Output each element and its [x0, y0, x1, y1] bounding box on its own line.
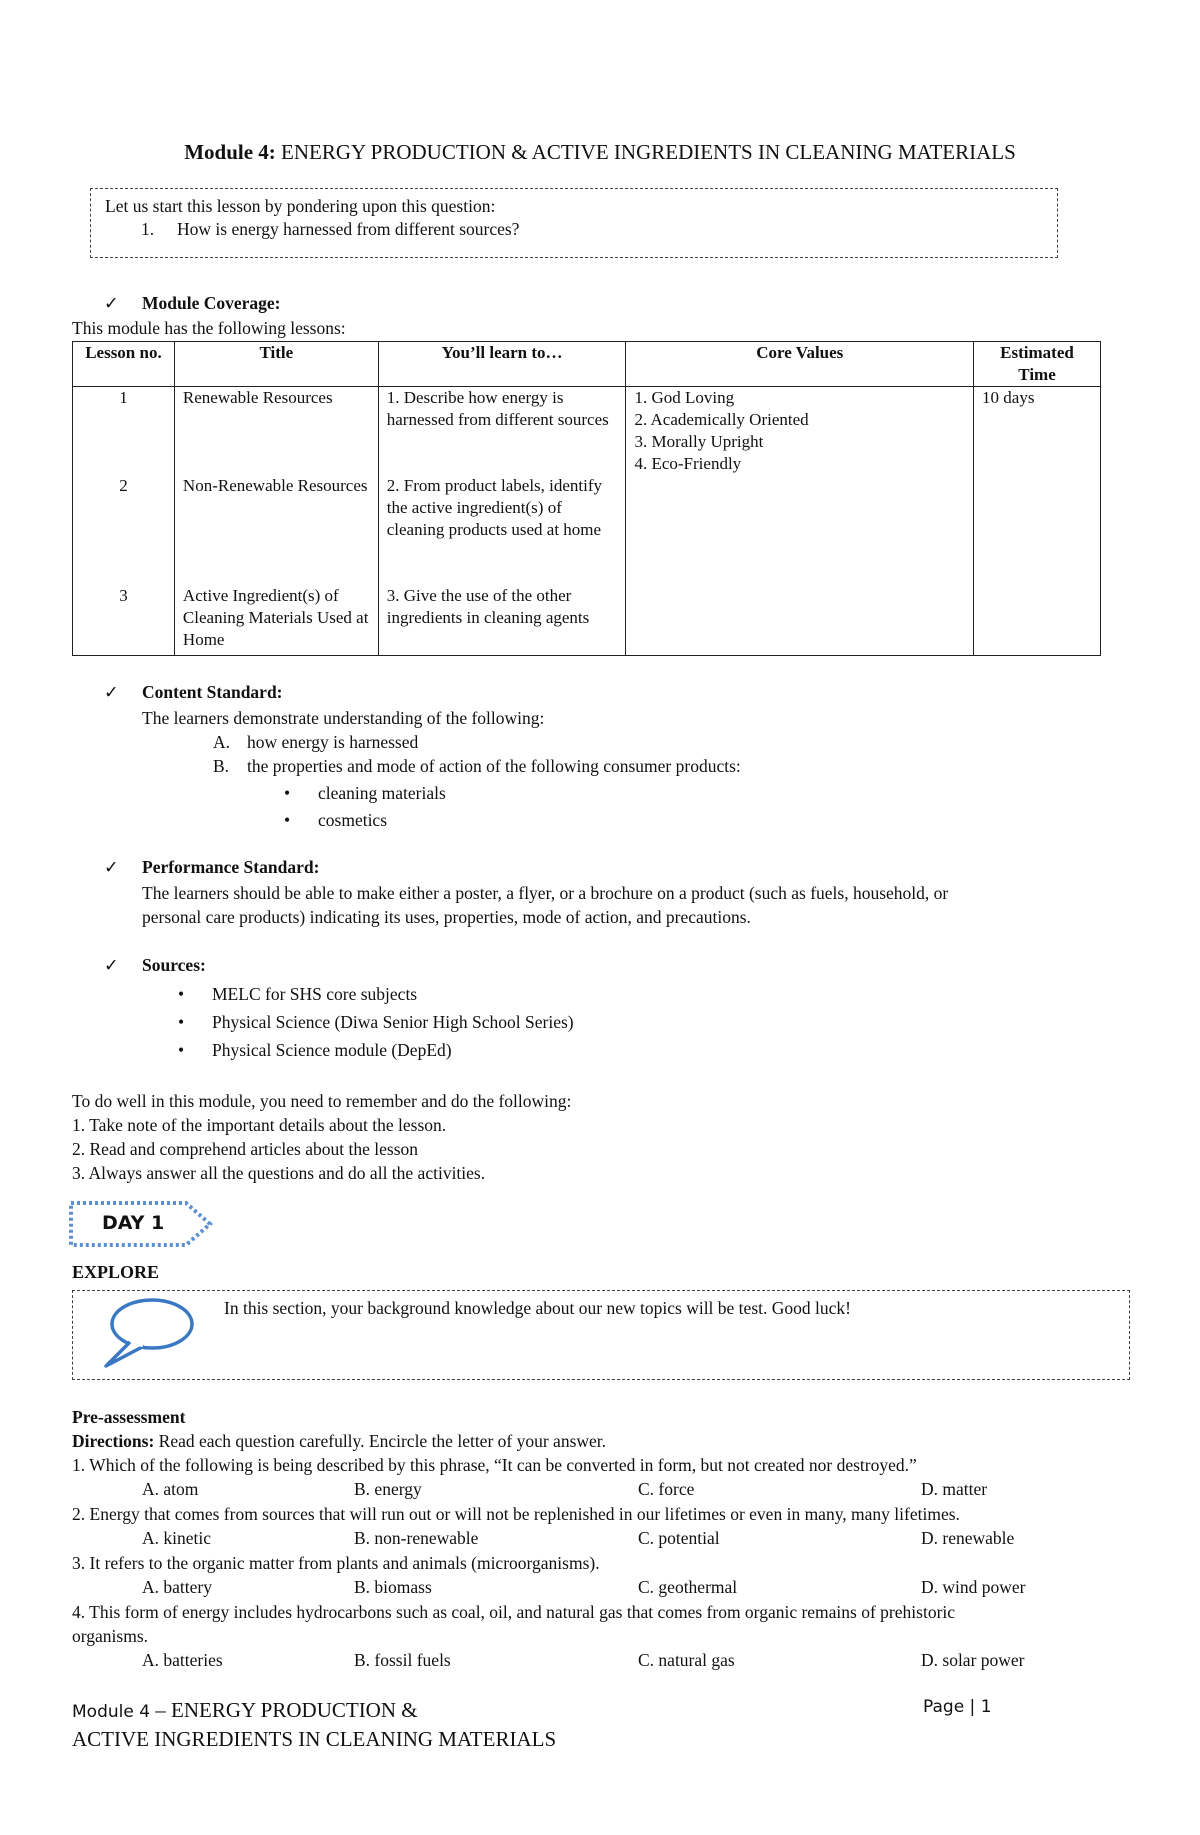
- module-coverage-intro: This module has the following lessons:: [72, 318, 346, 338]
- header-title: Title: [174, 342, 378, 387]
- answer-option[interactable]: A. battery: [142, 1577, 212, 1597]
- lesson-learn-cell: [378, 387, 626, 656]
- lesson-title: Non-Renewable Resources: [182, 476, 368, 495]
- footer-module-label: Module 4: [72, 1702, 151, 1722]
- question: 1. Which of the following is being described by this phrase, “It can be converted in form, but not created nor destroyed.”: [72, 1455, 917, 1475]
- estimated-time-cell: 10 days: [974, 387, 1101, 656]
- answer-option[interactable]: C. force: [638, 1479, 695, 1499]
- header-estimated-time: Estimated Time: [974, 342, 1101, 387]
- answer-option[interactable]: D. solar power: [921, 1650, 1025, 1670]
- core-values-cell: [626, 387, 974, 656]
- check-mark-icon: ✓: [104, 955, 119, 975]
- todo-item: 1. Take note of the important details about the lesson.: [72, 1115, 447, 1135]
- preassessment-directions: [72, 1429, 606, 1453]
- bullet-dot-icon: •: [178, 1040, 185, 1060]
- performance-standard-line1: The learners should be able to make either a poster, a flyer, or a brochure on a product (such as fuels, household, or: [142, 883, 949, 903]
- answer-option[interactable]: D. wind power: [921, 1577, 1026, 1597]
- explore-heading: EXPLORE: [72, 1262, 160, 1282]
- core-value: 4. Eco-Friendly: [634, 454, 742, 473]
- content-standard-item-b: [213, 754, 741, 778]
- lesson-no: 3: [119, 586, 128, 605]
- list-item-text: Physical Science module (DepEd): [212, 1040, 452, 1060]
- question: 4. This form of energy includes hydrocarbons such as coal, oil, and natural gas that comes from organic remains of prehistoric: [72, 1602, 956, 1622]
- lesson-no: 2: [119, 476, 128, 495]
- content-standard-heading: [104, 682, 283, 703]
- bullet-dot-icon: •: [178, 984, 185, 1004]
- question: 2. Energy that comes from sources that will run out or will not be replenished in our lifetimes or even in many, many lifetimes.: [72, 1504, 960, 1524]
- module-coverage-heading-text: Module Coverage:: [142, 293, 281, 313]
- list-item: [284, 808, 388, 832]
- footer-title-line1: – ENERGY PRODUCTION &: [150, 1698, 418, 1722]
- lesson-title-cell: [174, 387, 378, 656]
- check-mark-icon: ✓: [104, 682, 119, 702]
- item-letter: A.: [213, 732, 231, 752]
- module-title-text: ENERGY PRODUCTION & ACTIVE INGREDIENTS IN CLEANING MATERIALS: [275, 140, 1016, 164]
- list-item: [284, 781, 446, 805]
- answer-option[interactable]: C. geothermal: [638, 1577, 738, 1597]
- answer-option[interactable]: D. renewable: [921, 1528, 1015, 1548]
- answer-option[interactable]: B. biomass: [354, 1577, 432, 1597]
- list-item: [178, 982, 418, 1006]
- content-standard-item-a: [213, 730, 418, 754]
- table-header-row: [73, 342, 1101, 387]
- content-standard-heading-text: Content Standard:: [142, 682, 283, 702]
- answer-option[interactable]: D. matter: [921, 1479, 988, 1499]
- module-title-label: Module 4:: [184, 140, 276, 164]
- core-value: 1. God Loving: [634, 388, 735, 407]
- day-tag: [68, 1200, 214, 1248]
- todo-item: 3. Always answer all the questions and do all the activities.: [72, 1163, 486, 1183]
- day-label: DAY 1: [102, 1212, 165, 1234]
- directions-label: Directions:: [72, 1431, 155, 1451]
- lesson-title: Renewable Resources: [182, 388, 333, 407]
- performance-standard-line2: personal care products) indicating its uses, properties, mode of action, and precautions.: [142, 907, 751, 927]
- core-value: 3. Morally Upright: [634, 432, 764, 451]
- todo-item: 2. Read and comprehend articles about the lesson: [72, 1139, 419, 1159]
- answer-option[interactable]: B. fossil fuels: [354, 1650, 451, 1670]
- answer-option[interactable]: C. potential: [638, 1528, 720, 1548]
- list-item: [178, 1010, 574, 1034]
- ponder-question-text: How is energy harnessed from different sources?: [177, 219, 520, 239]
- item-text: how energy is harnessed: [247, 732, 419, 752]
- answer-option[interactable]: A. batteries: [142, 1650, 223, 1670]
- header-lesson-no: Lesson no.: [73, 342, 175, 387]
- question: 3. It refers to the organic matter from plants and animals (microorganisms).: [72, 1553, 600, 1573]
- sources-heading: [104, 955, 206, 976]
- bullet-dot-icon: •: [178, 1012, 185, 1032]
- answer-option[interactable]: B. non-renewable: [354, 1528, 479, 1548]
- footer-module-title: [72, 1697, 556, 1753]
- bullet-dot-icon: •: [284, 783, 291, 803]
- footer-page-number: Page | 1: [923, 1697, 992, 1717]
- module-title: [0, 140, 1200, 165]
- footer-title-line2: ACTIVE INGREDIENTS IN CLEANING MATERIALS: [72, 1727, 557, 1751]
- header-learn: You’ll learn to…: [378, 342, 626, 387]
- header-core-values: Core Values: [626, 342, 974, 387]
- ponder-question-number: 1.: [141, 219, 155, 239]
- table-row: [73, 387, 1101, 656]
- answer-option[interactable]: A. kinetic: [142, 1528, 212, 1548]
- list-item-text: cleaning materials: [318, 783, 446, 803]
- module-coverage-heading: [104, 293, 281, 314]
- item-letter: B.: [213, 756, 230, 776]
- module-coverage-table: [72, 341, 1101, 656]
- todo-intro: To do well in this module, you need to remember and do the following:: [72, 1091, 572, 1111]
- lesson-no-cell: [73, 387, 175, 656]
- item-text: the properties and mode of action of the following consumer products:: [247, 756, 741, 776]
- speech-bubble-icon: [100, 1296, 196, 1373]
- question-continuation: organisms.: [72, 1626, 148, 1646]
- list-item: [178, 1038, 452, 1062]
- lesson-title: Active Ingredient(s) of Cleaning Materials Used at Home: [182, 586, 369, 649]
- lesson-learn: 1. Describe how energy is harnessed from different sources: [386, 388, 609, 429]
- directions-text: Read each question carefully. Encircle the letter of your answer.: [154, 1431, 607, 1451]
- lesson-learn: 2. From product labels, identify the active ingredient(s) of cleaning products used at home: [386, 476, 603, 539]
- content-standard-intro: The learners demonstrate understanding of the following:: [142, 708, 545, 728]
- check-mark-icon: ✓: [104, 857, 119, 877]
- preassessment-heading: Pre-assessment: [72, 1407, 186, 1427]
- list-item-text: MELC for SHS core subjects: [212, 984, 418, 1004]
- list-item-text: Physical Science (Diwa Senior High School Series): [212, 1012, 574, 1032]
- sources-heading-text: Sources:: [142, 955, 206, 975]
- ponder-intro: Let us start this lesson by pondering upon this question:: [105, 196, 496, 216]
- lesson-no: 1: [119, 388, 128, 407]
- answer-option[interactable]: B. energy: [354, 1479, 422, 1499]
- ponder-question: [105, 218, 1043, 241]
- performance-standard-heading: [104, 857, 319, 878]
- lesson-learn: 3. Give the use of the other ingredients in cleaning agents: [386, 586, 590, 627]
- list-item-text: cosmetics: [318, 810, 388, 830]
- core-value: 2. Academically Oriented: [634, 410, 809, 429]
- performance-standard-heading-text: Performance Standard:: [142, 857, 320, 877]
- ponder-question-box: [90, 188, 1058, 258]
- explore-text: In this section, your background knowledge about our new topics will be test. Good luck!: [224, 1298, 851, 1318]
- check-mark-icon: ✓: [104, 293, 119, 313]
- bullet-dot-icon: •: [284, 810, 291, 830]
- answer-option[interactable]: A. atom: [142, 1479, 199, 1499]
- answer-option[interactable]: C. natural gas: [638, 1650, 735, 1670]
